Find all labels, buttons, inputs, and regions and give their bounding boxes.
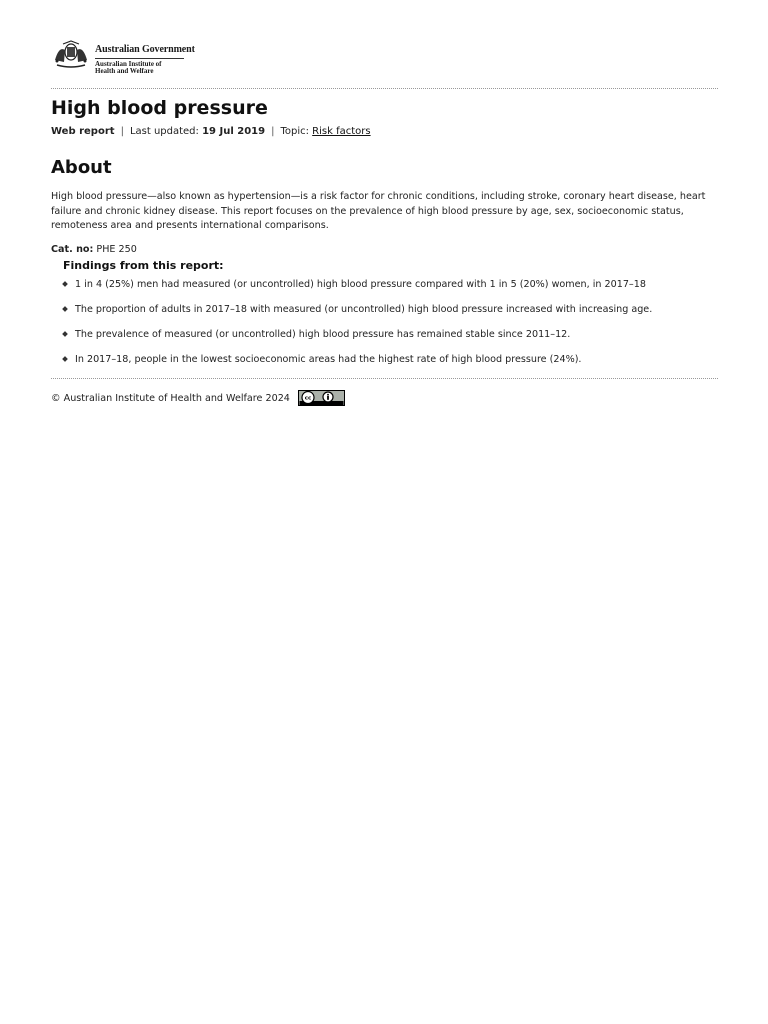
institute-name-line2: Health and Welfare [95,66,154,75]
list-item: The prevalence of measured (or uncontrolled) high blood pressure has remained stable since 2011–12. [51,328,718,353]
report-meta [51,126,371,137]
cat-value: PHE 250 [96,244,137,255]
topic-link[interactable]: Risk factors [312,126,371,137]
svg-text:cc: cc [304,395,312,402]
government-name: Australian Government [95,45,184,59]
list-item: The proportion of adults in 2017–18 with measured (or uncontrolled) high blood pressure increased with increasing age. [51,303,718,328]
topic-label: Topic: [280,126,309,137]
findings-heading: Findings from this report: [63,259,224,272]
list-item: In 2017–18, people in the lowest socioeconomic areas had the highest rate of high blood pressure (24%). [51,353,718,378]
findings-list [51,278,718,378]
meta-separator: | [120,126,124,137]
about-description: High blood pressure—also known as hypertension—is a risk factor for chronic conditions, including stroke, coronary heart disease, heart failure and chronic kidney disease. This report focuses on the prevalence of high blood pressure by age, sex, socioeconomic status, remoteness area and presents international comparisons. [51,191,706,232]
page-title: High blood pressure [51,97,268,119]
updated-label: Last updated: [129,126,199,137]
cc-by-icon[interactable] [298,390,345,406]
logo-text [95,40,195,75]
catalogue-number [51,244,137,255]
coat-of-arms-icon [51,40,91,70]
aihw-logo[interactable] [51,40,195,78]
institute-name-line1: Australian Institute of [95,59,162,68]
copyright-text: © Australian Institute of Health and Welfare 2024 [51,392,290,404]
about-heading: About [51,157,112,178]
list-item: 1 in 4 (25%) men had measured (or uncontrolled) high blood pressure compared with 1 in 5 (20%) women, in 2017–18 [51,278,718,303]
cat-label: Cat. no: [51,244,94,255]
meta-separator: | [271,126,275,137]
footer [51,390,345,406]
report-type: Web report [51,126,115,137]
header-divider [51,88,718,89]
footer-divider [51,378,718,379]
updated-date: 19 Jul 2019 [202,126,266,137]
